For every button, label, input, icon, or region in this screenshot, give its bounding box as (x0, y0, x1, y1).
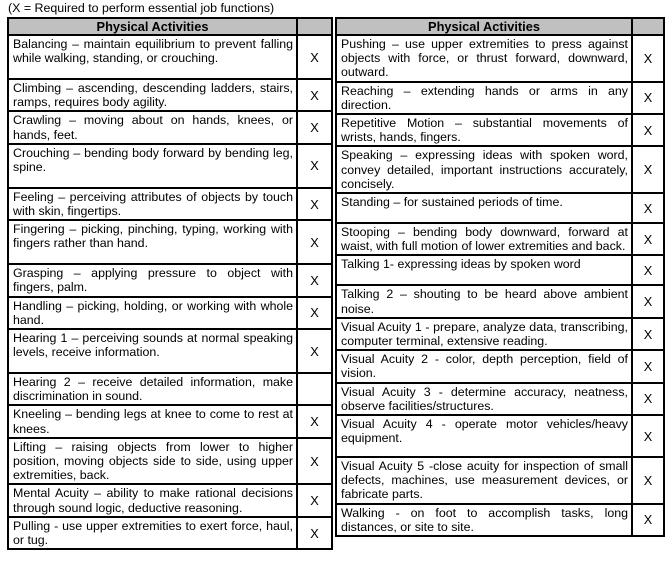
table-row-mental-acuity (8, 484, 332, 516)
table-row-speaking (336, 146, 664, 193)
header-row (336, 18, 664, 35)
activity-description: Feeling – perceiving attributes of objects by touch with skin, fingertips. (8, 188, 297, 220)
required-mark: X (632, 350, 664, 382)
activity-description: Balancing – maintain equilibrium to prevent falling while walking, standing, or crouching. (8, 35, 297, 79)
activity-description: Visual Acuity 5 -close acuity for inspection of small defects, machines, use measurement devices, or fabricate parts. (336, 457, 632, 504)
required-mark: X (632, 383, 664, 415)
activity-description: Mental Acuity – ability to make rational decisions through sound logic, deductive reasoning. (8, 484, 297, 516)
column-header-physical-activities: Physical Activities (8, 18, 297, 35)
table-row-stooping (336, 223, 664, 255)
table-row-handling (8, 297, 332, 329)
table-row-visual-acuity-4 (336, 415, 664, 457)
required-mark: X (297, 264, 332, 296)
activity-description: Standing – for sustained periods of time. (336, 193, 632, 223)
required-mark: X (297, 220, 332, 264)
physical-activities-tables (7, 17, 666, 550)
required-mark: X (632, 318, 664, 350)
table-row-visual-acuity-5 (336, 457, 664, 504)
required-mark: X (297, 79, 332, 111)
table-row-crouching (8, 144, 332, 188)
table-row-hearing-1 (8, 329, 332, 373)
table-row-feeling (8, 188, 332, 220)
required-mark: X (297, 329, 332, 373)
table-row-kneeling (8, 405, 332, 437)
table-row-hearing-2 (8, 373, 332, 405)
physical-activities-table-right (335, 17, 665, 537)
table-row-talking-1 (336, 255, 664, 285)
table-row-crawling (8, 111, 332, 143)
required-mark: X (297, 35, 332, 79)
required-mark: X (297, 517, 332, 549)
table-row-reaching (336, 82, 664, 114)
required-mark: X (632, 504, 664, 536)
table-row-visual-acuity-1 (336, 318, 664, 350)
activity-description: Visual Acuity 2 - color, depth perception, field of vision. (336, 350, 632, 382)
table-row-pulling (8, 517, 332, 549)
activity-description: Kneeling – bending legs at knee to come to rest at knees. (8, 405, 297, 437)
activity-description: Lifting – raising objects from lower to higher position, moving objects side to side, using upper extremities, back. (8, 438, 297, 485)
table-row-visual-acuity-3 (336, 383, 664, 415)
required-mark: X (632, 114, 664, 146)
activity-description: Pushing – use upper extremities to press against objects with force, or thrust forward, downward, outward. (336, 35, 632, 82)
required-mark: X (297, 111, 332, 143)
table-row-repetitive-motion (336, 114, 664, 146)
table-caption: (X = Required to perform essential job functions) (8, 1, 275, 15)
required-mark: X (297, 188, 332, 220)
table-row-pushing (336, 35, 664, 82)
header-row (8, 18, 332, 35)
activity-description: Fingering – picking, pinching, typing, working with fingers rather than hand. (8, 220, 297, 264)
activity-description: Visual Acuity 4 - operate motor vehicles/heavy equipment. (336, 415, 632, 457)
activity-description: Pulling - use upper extremities to exert force, haul, or tug. (8, 517, 297, 549)
activity-description: Crawling – moving about on hands, knees, or hands, feet. (8, 111, 297, 143)
activity-description: Climbing – ascending, descending ladders, stairs, ramps, requires body agility. (8, 79, 297, 111)
activity-description: Visual Acuity 1 - prepare, analyze data, transcribing, computer terminal, extensive reading. (336, 318, 632, 350)
required-mark: X (632, 193, 664, 223)
required-mark: X (297, 438, 332, 485)
required-mark: X (632, 255, 664, 285)
activity-description: Stooping – bending body downward, forward at waist, with full motion of lower extremities and back. (336, 223, 632, 255)
table-row-balancing (8, 35, 332, 79)
activity-description: Handling – picking, holding, or working with whole hand. (8, 297, 297, 329)
table-row-standing (336, 193, 664, 223)
required-mark: X (632, 457, 664, 504)
activity-description: Speaking – expressing ideas with spoken word, convey detailed, important instructions accurately, concisely. (336, 146, 632, 193)
activity-description: Talking 2 – shouting to be heard above ambient noise. (336, 285, 632, 317)
activity-description: Repetitive Motion – substantial movements of wrists, hands, fingers. (336, 114, 632, 146)
activity-description: Talking 1- expressing ideas by spoken word (336, 255, 632, 285)
activity-description: Hearing 1 – perceiving sounds at normal speaking levels, receive information. (8, 329, 297, 373)
required-mark: X (632, 223, 664, 255)
table-row-fingering (8, 220, 332, 264)
table-row-visual-acuity-2 (336, 350, 664, 382)
table-row-walking (336, 504, 664, 536)
column-header-physical-activities: Physical Activities (336, 18, 632, 35)
required-mark-empty (297, 373, 332, 405)
required-mark: X (297, 484, 332, 516)
activity-description: Walking - on foot to accomplish tasks, long distances, or site to site. (336, 504, 632, 536)
table-row-lifting (8, 438, 332, 485)
required-mark: X (632, 415, 664, 457)
activity-description: Visual Acuity 3 - determine accuracy, neatness, observe facilities/structures. (336, 383, 632, 415)
physical-activities-table-left (7, 17, 333, 550)
table-row-grasping (8, 264, 332, 296)
activity-description: Crouching – bending body forward by bending leg, spine. (8, 144, 297, 188)
activity-description: Grasping – applying pressure to object with fingers, palm. (8, 264, 297, 296)
required-mark: X (632, 285, 664, 317)
required-mark: X (297, 297, 332, 329)
x-column-header (632, 18, 664, 35)
required-mark: X (297, 144, 332, 188)
table-row-talking-2 (336, 285, 664, 317)
required-mark: X (297, 405, 332, 437)
activity-description: Reaching – extending hands or arms in any direction. (336, 82, 632, 114)
required-mark: X (632, 35, 664, 82)
x-column-header (297, 18, 332, 35)
activity-description: Hearing 2 – receive detailed information, make discrimination in sound. (8, 373, 297, 405)
required-mark: X (632, 82, 664, 114)
required-mark: X (632, 146, 664, 193)
table-row-climbing (8, 79, 332, 111)
